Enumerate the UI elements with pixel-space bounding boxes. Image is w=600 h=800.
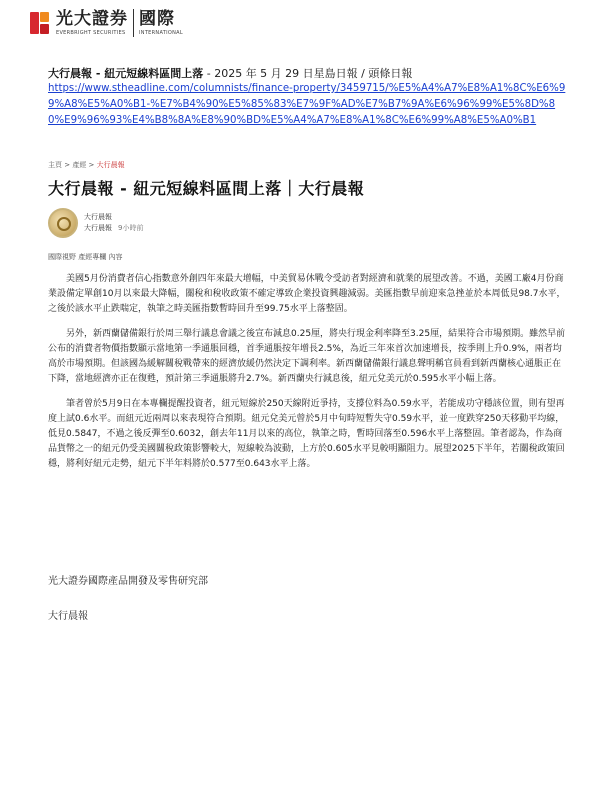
breadcrumb-separator: > bbox=[86, 161, 97, 169]
author-info bbox=[84, 212, 143, 234]
author-sub: 大行晨報 bbox=[84, 224, 112, 232]
article-paragraph: 筆者曾於5月9日在本專欄提醒投資者，紐元短線於250天線附近爭持，支撐位料為0.59水平，若能成功守穩該位置，則有望再度上試0.6水平。而紐元近兩周以來表現符合預期。紐元兌美元曾於5月中旬時短暫失守0.59水平，並一度跌穿250天移動平均線，低見0.5847，不過之後反彈至0.6032，創去年11月以來的高位，執筆之時，暫時回落至0.596水平上落整固。筆者認為，作為商品貨幣之一的紐元仍受美國關稅政策影響較大，短線較為波動，上方於0.605水平見較明顯阻力。展望2025下半年，若關稅政策回穩，將利好紐元走勢，紐元下半年料將於0.577至0.643水平上落。 bbox=[48, 399, 565, 469]
logo-mark-icon bbox=[30, 10, 50, 36]
footer-department: 光大證券國際產品開發及零售研究部 bbox=[48, 576, 208, 587]
document-header bbox=[48, 66, 568, 129]
breadcrumb-section[interactable]: 產經 bbox=[72, 161, 87, 169]
article-tags[interactable]: 國際視野 產經專欄 內容 bbox=[48, 253, 123, 261]
article-screenshot bbox=[48, 160, 568, 472]
author-block bbox=[48, 208, 568, 238]
logo-brand-en: EVERBRIGHT SECURITIES bbox=[56, 29, 126, 36]
source-link[interactable]: https://www.stheadline.com/columnists/finance-property/3459715/%E5%A4%A7%E8%A1%8C%E6%99%A8%E5%A0%B1-%E7%B4%90%E5%85%83%E7%9F%AD%E7%B7%9A%E6%96%99%E5%8D%80%E9%96%93%E4%B8%8A%E8%90%BD%E5%A4%A7%E8%A1%8C%E6%99%A8%E5%A0%B1 bbox=[48, 83, 566, 126]
article-paragraph: 另外，新西蘭儲備銀行於周三舉行議息會議之後宣布減息0.25厘，將央行現金利率降至3.25厘，結果符合市場預期。雖然早前公布的消費者物價指數顯示當地第一季通脹回穩，首季通脹按年增長2.5%，為近三年來首次加速增長，按季則上升0.9%，兩者均高於市場預期。但該國為緩解關稅戰帶來的經濟放緩仍然決定下調利率。新西蘭儲備銀行議息聲明稱官員看到新西蘭核心通脹正在下降，當地經濟亦正在復甦，預計第三季通脹將升2.7%。新西蘭央行減息後，紐元兌美元於0.595水平小幅上落。 bbox=[48, 329, 566, 384]
footer-signature: 大行晨報 bbox=[48, 611, 88, 622]
logo-brand-cn: 光大證券 bbox=[56, 8, 128, 29]
document-title: 大行晨報 - 紐元短線料區間上落 bbox=[48, 67, 204, 80]
article-paragraph: 美國5月份消費者信心指數意外創四年來最大增幅，中美貿易休戰令受訪者對經濟和就業的展望改善。不過，美國工廠4月份商業設備定單創10月以來最大降幅，關稅和稅收政策不確定導致企業投資興趣減弱。美匯指數早前迎來急挫並於本周低見98.7水平，之後於該水平止跌喘定，執筆之時美匯指數暫時回升至99.75水平上落整固。 bbox=[48, 274, 566, 314]
breadcrumb bbox=[48, 160, 568, 170]
breadcrumb-current[interactable]: 大行晨報 bbox=[96, 161, 125, 169]
publish-time: 9小時前 bbox=[118, 224, 144, 232]
logo-intl-cn: 國際 bbox=[139, 8, 175, 29]
author-name[interactable]: 大行晨報 bbox=[84, 213, 112, 221]
breadcrumb-home[interactable]: 主頁 bbox=[48, 161, 62, 169]
company-logo bbox=[30, 6, 183, 40]
breadcrumb-separator: > bbox=[62, 161, 73, 169]
logo-divider bbox=[133, 9, 134, 37]
logo-brand bbox=[56, 8, 128, 36]
logo-intl bbox=[139, 8, 183, 36]
logo-intl-en: INTERNATIONAL bbox=[139, 29, 183, 36]
article-headline: 大行晨報 - 紐元短線料區間上落｜大行晨報 bbox=[48, 179, 365, 198]
document-source: - 2025 年 5 月 29 日星島日報 / 頭條日報 bbox=[203, 67, 413, 80]
avatar[interactable] bbox=[48, 208, 78, 238]
